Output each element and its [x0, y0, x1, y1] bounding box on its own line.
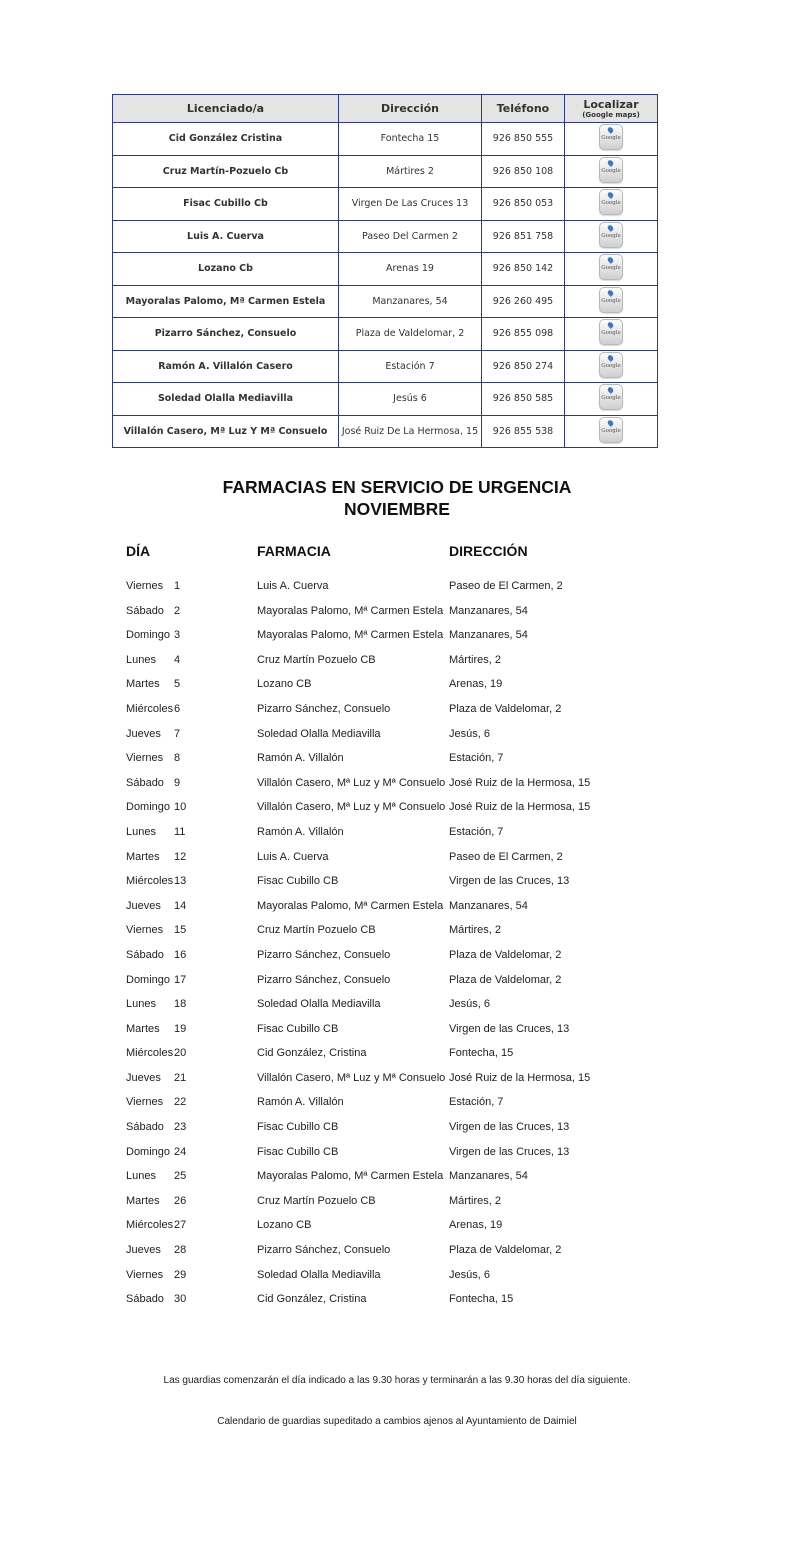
pharmacy-address: Jesús 6	[339, 383, 482, 416]
schedule-pharmacy: Fisac Cubillo CB	[257, 875, 339, 888]
schedule-date: 22	[174, 1096, 187, 1109]
schedule-day: Jueves	[126, 1071, 161, 1084]
google-icon-label: Google	[601, 200, 621, 207]
schedule-pharmacy: Soledad Olalla Mediavilla	[257, 727, 381, 740]
map-cell	[565, 415, 658, 448]
schedule-address: Plaza de Valdelomar, 2	[449, 702, 562, 715]
header-localizar	[565, 95, 658, 123]
pharmacy-address: Mártires 2	[339, 155, 482, 188]
schedule-row	[126, 1115, 686, 1140]
schedule-pharmacy: Mayoralas Palomo, Mª Carmen Estela	[257, 899, 444, 912]
schedule-pharmacy: Soledad Olalla Mediavilla	[257, 998, 381, 1011]
google-icon-label: Google	[601, 427, 621, 434]
schedule-address: Plaza de Valdelomar, 2	[449, 1244, 562, 1257]
google-icon-label: Google	[601, 362, 621, 369]
schedule-row	[126, 1287, 686, 1312]
schedule-address: Paseo de El Carmen, 2	[449, 850, 563, 863]
schedule-date: 25	[174, 1170, 187, 1183]
schedule-day: Sábado	[126, 948, 164, 961]
schedule-pharmacy: Luis A. Cuerva	[257, 850, 329, 863]
schedule-day: Viernes	[126, 752, 164, 765]
map-cell	[565, 285, 658, 318]
schedule-day: Domingo	[126, 973, 171, 986]
schedule-address: Virgen de las Cruces, 13	[449, 1022, 570, 1035]
schedule-date: 21	[174, 1071, 187, 1084]
table-row	[113, 383, 658, 416]
table-row	[113, 155, 658, 188]
schedule-row	[126, 648, 686, 673]
pharmacist-name: Cid González Cristina	[113, 123, 339, 156]
pharmacist-name: Soledad Olalla Mediavilla	[113, 383, 339, 416]
schedule-address: Plaza de Valdelomar, 2	[449, 973, 562, 986]
schedule-date: 1	[174, 580, 181, 592]
table-row	[113, 285, 658, 318]
schedule-day: Lunes	[126, 1170, 156, 1183]
schedule-pharmacy: Ramón A. Villalón	[257, 825, 344, 838]
schedule-date: 9	[174, 776, 181, 789]
schedule-pharmacy: Pizarro Sánchez, Consuelo	[257, 973, 391, 986]
pharmacy-phone: 926 855 538	[482, 415, 565, 448]
schedule-row	[126, 623, 686, 648]
schedule-address: Manzanares, 54	[449, 629, 528, 642]
schedule-title: FARMACIAS EN SERVICIO DE URGENCIA	[222, 477, 572, 497]
schedule-date: 15	[174, 924, 187, 937]
google-maps-icon[interactable]	[599, 417, 623, 443]
map-cell	[565, 188, 658, 221]
schedule-row	[126, 1090, 686, 1115]
schedule-pharmacy: Pizarro Sánchez, Consuelo	[257, 948, 391, 961]
table-row	[113, 253, 658, 286]
schedule-row	[126, 599, 686, 624]
schedule-date: 30	[174, 1293, 187, 1306]
pharmacy-address: Manzanares, 54	[339, 285, 482, 318]
schedule-row	[126, 1164, 686, 1189]
schedule-address: Arenas, 19	[449, 678, 503, 691]
schedule-day: Jueves	[126, 899, 161, 912]
map-cell	[565, 318, 658, 351]
table-row	[113, 220, 658, 253]
schedule-row	[126, 1263, 686, 1288]
pharmacy-phone: 926 850 555	[482, 123, 565, 156]
google-maps-icon[interactable]	[599, 157, 623, 183]
google-maps-icon[interactable]	[599, 189, 623, 215]
schedule-day: Martes	[126, 678, 160, 691]
schedule-row	[126, 968, 686, 993]
schedule-pharmacy: Fisac Cubillo CB	[257, 1121, 339, 1134]
schedule-pharmacy: Cruz Martín Pozuelo CB	[257, 653, 376, 666]
schedule-address: Paseo de El Carmen, 2	[449, 580, 563, 592]
schedule-address: Estación, 7	[449, 825, 504, 838]
pharmacy-address: Estación 7	[339, 350, 482, 383]
schedule-address: Manzanares, 54	[449, 604, 528, 617]
pharmacy-address: José Ruiz De La Hermosa, 15	[339, 415, 482, 448]
schedule-address: Virgen de las Cruces, 13	[449, 1145, 570, 1158]
schedule-day: Sábado	[126, 776, 164, 789]
schedule-row	[126, 1066, 686, 1091]
schedule-row	[126, 845, 686, 870]
map-pin-icon	[607, 386, 615, 394]
map-pin-icon	[607, 126, 615, 134]
schedule-pharmacy: Fisac Cubillo CB	[257, 1145, 339, 1158]
schedule-pharmacy: Ramón A. Villalón	[257, 752, 344, 765]
schedule-pharmacy: Cid González, Cristina	[257, 1047, 367, 1060]
schedule-month: NOVIEMBRE	[344, 499, 450, 519]
schedule-day: Sábado	[126, 604, 164, 617]
schedule-pharmacy: Mayoralas Palomo, Mª Carmen Estela	[257, 1170, 444, 1183]
map-cell	[565, 220, 658, 253]
schedule-row	[126, 1189, 686, 1214]
table-row	[113, 123, 658, 156]
schedule-date: 3	[174, 629, 181, 642]
pharmacy-table	[112, 94, 658, 448]
schedule-day: Martes	[126, 1022, 160, 1035]
map-pin-icon	[607, 256, 615, 264]
hours-note: Las guardias comenzarán el día indicado a las 9.30 horas y terminarán a las 9.30 horas del día siguiente.	[163, 1375, 631, 1386]
google-icon-label: Google	[601, 167, 621, 174]
google-icon-label: Google	[601, 330, 621, 337]
schedule-row	[126, 746, 686, 771]
schedule-pharmacy: Lozano CB	[257, 1219, 312, 1232]
schedule-day: Domingo	[126, 1145, 171, 1158]
schedule-row	[126, 722, 686, 747]
header-direccion: Dirección	[339, 95, 482, 123]
schedule-date: 16	[174, 948, 187, 961]
schedule-address: Virgen de las Cruces, 13	[449, 1121, 570, 1134]
google-maps-icon[interactable]	[599, 352, 623, 378]
google-maps-icon[interactable]	[599, 384, 623, 410]
map-pin-icon	[607, 224, 615, 232]
pharmacy-address: Virgen De Las Cruces 13	[339, 188, 482, 221]
schedule-day: Sábado	[126, 1121, 164, 1134]
schedule-address: Mártires, 2	[449, 653, 501, 666]
schedule-pharmacy: Pizarro Sánchez, Consuelo	[257, 702, 391, 715]
schedule-row	[126, 795, 686, 820]
pharmacy-phone: 926 850 053	[482, 188, 565, 221]
schedule-date: 28	[174, 1244, 187, 1257]
schedule-date: 13	[174, 875, 187, 888]
google-maps-icon[interactable]	[599, 222, 623, 248]
schedule-date: 18	[174, 998, 187, 1011]
schedule-row	[126, 697, 686, 722]
col-head-day: DÍA	[126, 543, 151, 559]
schedule-row	[126, 672, 686, 697]
schedule-pharmacy: Soledad Olalla Mediavilla	[257, 1268, 381, 1281]
schedule-pharmacy: Cruz Martín Pozuelo CB	[257, 1194, 376, 1207]
header-licenciado: Licenciado/a	[113, 95, 339, 123]
pharmacist-name: Villalón Casero, Mª Luz Y Mª Consuelo	[113, 415, 339, 448]
schedule-day: Lunes	[126, 825, 156, 838]
map-cell	[565, 350, 658, 383]
schedule-date: 11	[174, 825, 186, 838]
map-cell	[565, 253, 658, 286]
google-icon-label: Google	[601, 135, 621, 142]
schedule-date: 20	[174, 1047, 187, 1060]
schedule-address: Plaza de Valdelomar, 2	[449, 948, 562, 961]
schedule-date: 14	[174, 899, 187, 912]
schedule-address: Jesús, 6	[449, 727, 490, 740]
schedule-row	[126, 894, 686, 919]
map-cell	[565, 383, 658, 416]
map-pin-icon	[607, 289, 615, 297]
header-localizar-label: Localizar	[583, 97, 639, 111]
schedule-pharmacy: Mayoralas Palomo, Mª Carmen Estela	[257, 604, 444, 617]
schedule-date: 26	[174, 1194, 187, 1207]
map-pin-icon	[607, 419, 615, 427]
schedule-row	[126, 918, 686, 943]
pharmacy-phone: 926 855 098	[482, 318, 565, 351]
schedule-date: 6	[174, 702, 181, 715]
table-header-row	[113, 95, 658, 123]
schedule-row	[126, 1140, 686, 1165]
col-head-address: DIRECCIÓN	[449, 543, 528, 559]
schedule-address: Mártires, 2	[449, 1194, 501, 1207]
schedule-row	[126, 1213, 686, 1238]
table-row	[113, 415, 658, 448]
schedule-address: Estación, 7	[449, 1096, 504, 1109]
map-pin-icon	[607, 354, 615, 362]
schedule-day: Martes	[126, 1194, 160, 1207]
schedule-day: Viernes	[126, 580, 164, 592]
schedule-row	[126, 943, 686, 968]
schedule-date: 2	[174, 604, 181, 617]
schedule-address: Fontecha, 15	[449, 1293, 514, 1306]
map-cell	[565, 123, 658, 156]
google-maps-icon[interactable]	[599, 287, 623, 313]
schedule-row	[126, 771, 686, 796]
schedule-date: 23	[174, 1121, 187, 1134]
schedule-date: 27	[174, 1219, 187, 1232]
pharmacy-address: Plaza de Valdelomar, 2	[339, 318, 482, 351]
schedule-row	[126, 869, 686, 894]
map-cell	[565, 155, 658, 188]
schedule-date: 17	[174, 973, 187, 986]
pharmacy-phone: 926 850 108	[482, 155, 565, 188]
schedule-address: Jesús, 6	[449, 998, 490, 1011]
schedule-day: Viernes	[126, 1268, 164, 1281]
schedule-row	[126, 1238, 686, 1263]
schedule-day: Domingo	[126, 801, 171, 814]
schedule-row	[126, 1041, 686, 1066]
schedule-day: Lunes	[126, 998, 156, 1011]
schedule-pharmacy: Cid González, Cristina	[257, 1293, 367, 1306]
col-head-pharmacy: FARMACIA	[257, 543, 331, 559]
schedule-address: Jesús, 6	[449, 1268, 490, 1281]
schedule-day: Viernes	[126, 924, 164, 937]
schedule-day: Jueves	[126, 727, 161, 740]
schedule-day: Miércoles	[126, 702, 174, 715]
schedule-address: Estación, 7	[449, 752, 504, 765]
pharmacist-name: Ramón A. Villalón Casero	[113, 350, 339, 383]
schedule-date: 12	[174, 850, 187, 863]
schedule-row	[126, 992, 686, 1017]
schedule-date: 7	[174, 727, 181, 740]
google-maps-icon[interactable]	[599, 319, 623, 345]
pharmacist-name: Lozano Cb	[113, 253, 339, 286]
pharmacist-name: Luis A. Cuerva	[113, 220, 339, 253]
table-row	[113, 350, 658, 383]
map-pin-icon	[607, 321, 615, 329]
pharmacy-address: Arenas 19	[339, 253, 482, 286]
schedule-address: Fontecha, 15	[449, 1047, 514, 1060]
pharmacist-name: Fisac Cubillo Cb	[113, 188, 339, 221]
schedule-pharmacy: Cruz Martín Pozuelo CB	[257, 924, 376, 937]
map-pin-icon	[607, 159, 615, 167]
schedule-address: Manzanares, 54	[449, 899, 528, 912]
google-icon-label: Google	[601, 232, 621, 239]
schedule-address: José Ruiz de la Hermosa, 15	[449, 801, 591, 814]
schedule-address: José Ruiz de la Hermosa, 15	[449, 776, 591, 789]
schedule-pharmacy: Ramón A. Villalón	[257, 1096, 344, 1109]
schedule-row	[126, 1017, 686, 1042]
schedule-day: Miércoles	[126, 1219, 174, 1232]
schedule-pharmacy: Pizarro Sánchez, Consuelo	[257, 1244, 391, 1257]
schedule-row	[126, 820, 686, 845]
schedule-day: Martes	[126, 850, 160, 863]
schedule-date: 19	[174, 1022, 187, 1035]
schedule-day: Miércoles	[126, 875, 174, 888]
schedule-date: 29	[174, 1268, 187, 1281]
schedule-pharmacy: Lozano CB	[257, 678, 312, 691]
google-maps-icon[interactable]	[599, 254, 623, 280]
schedule-address: José Ruiz de la Hermosa, 15	[449, 1071, 591, 1084]
table-row	[113, 188, 658, 221]
schedule-date: 5	[174, 678, 181, 691]
schedule-date: 24	[174, 1145, 187, 1158]
pharmacy-phone: 926 851 758	[482, 220, 565, 253]
google-icon-label: Google	[601, 297, 621, 304]
schedule-date: 8	[174, 752, 181, 765]
pharmacy-phone: 926 850 142	[482, 253, 565, 286]
schedule-pharmacy: Villalón Casero, Mª Luz y Mª Consuelo	[257, 801, 446, 814]
schedule-pharmacy: Luis A. Cuerva	[257, 580, 329, 592]
schedule-date: 4	[174, 653, 181, 666]
schedule-list	[126, 574, 686, 1312]
google-maps-icon[interactable]	[599, 124, 623, 150]
pharmacy-address: Paseo Del Carmen 2	[339, 220, 482, 253]
schedule-address: Mártires, 2	[449, 924, 501, 937]
schedule-row	[126, 574, 686, 599]
pharmacist-name: Mayoralas Palomo, Mª Carmen Estela	[113, 285, 339, 318]
schedule-address: Arenas, 19	[449, 1219, 503, 1232]
schedule-address: Manzanares, 54	[449, 1170, 528, 1183]
disclaimer-note: Calendario de guardias supeditado a cambios ajenos al Ayuntamiento de Daimiel	[217, 1416, 577, 1427]
pharmacy-phone: 926 850 274	[482, 350, 565, 383]
schedule-address: Virgen de las Cruces, 13	[449, 875, 570, 888]
google-icon-label: Google	[601, 265, 621, 272]
schedule-day: Jueves	[126, 1244, 161, 1257]
pharmacist-name: Pizarro Sánchez, Consuelo	[113, 318, 339, 351]
table-row	[113, 318, 658, 351]
schedule-day: Miércoles	[126, 1047, 174, 1060]
schedule-pharmacy: Mayoralas Palomo, Mª Carmen Estela	[257, 629, 444, 642]
schedule-day: Sábado	[126, 1293, 164, 1306]
header-localizar-sub: (Google maps)	[582, 110, 640, 119]
schedule-day: Domingo	[126, 629, 171, 642]
pharmacy-address: Fontecha 15	[339, 123, 482, 156]
schedule-pharmacy: Villalón Casero, Mª Luz y Mª Consuelo	[257, 1071, 446, 1084]
schedule-pharmacy: Fisac Cubillo CB	[257, 1022, 339, 1035]
pharmacy-phone: 926 260 495	[482, 285, 565, 318]
schedule-date: 10	[174, 801, 187, 814]
schedule-day: Lunes	[126, 653, 156, 666]
map-pin-icon	[607, 191, 615, 199]
schedule-pharmacy: Villalón Casero, Mª Luz y Mª Consuelo	[257, 776, 446, 789]
pharmacist-name: Cruz Martín-Pozuelo Cb	[113, 155, 339, 188]
schedule-day: Viernes	[126, 1096, 164, 1109]
pharmacy-phone: 926 850 585	[482, 383, 565, 416]
google-icon-label: Google	[601, 395, 621, 402]
header-telefono: Teléfono	[482, 95, 565, 123]
